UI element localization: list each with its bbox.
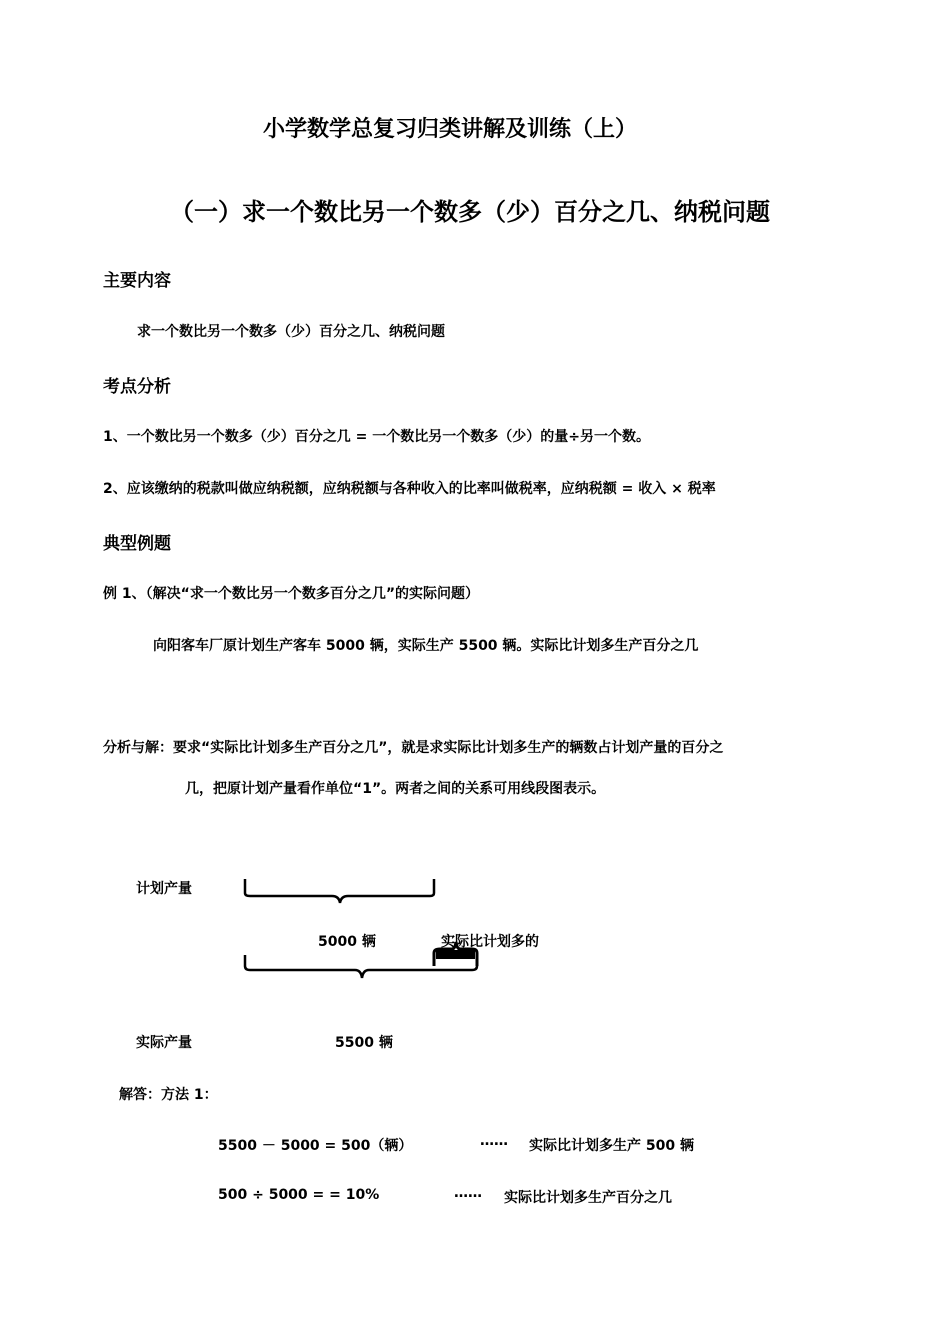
calc-line-2-note: 实际比计划多生产百分之几: [504, 1190, 672, 1206]
example-1-title: 例 1、（解决“求一个数比另一个数多百分之几”的实际问题）: [103, 586, 480, 602]
example-1-problem: 向阳客车厂原计划生产客车 5000 辆，实际生产 5500 辆。实际比计划多生产百分之几: [153, 638, 699, 654]
section-heading-examples: 典型例题: [103, 534, 171, 554]
document-subtitle: （一）求一个数比另一个数多（少）百分之几、纳税问题: [170, 198, 770, 226]
diagram-plan-value: 5000 辆: [318, 934, 376, 950]
calc-line-1-dots: ……: [480, 1133, 508, 1149]
extra-brace-fill: [436, 950, 475, 959]
calc-line-1-note: 实际比计划多生产 500 辆: [529, 1138, 694, 1154]
plan-brace: [245, 879, 434, 903]
diagram-extra-label: 实际比计划多的: [441, 934, 539, 950]
calc-line-1: 5500 － 5000 = 500（辆）: [218, 1138, 413, 1154]
section-heading-main-content: 主要内容: [103, 271, 171, 291]
diagram-actual-value: 5500 辆: [335, 1035, 393, 1051]
diagram-plan-label: 计划产量: [136, 881, 192, 897]
analysis-line-2: 几，把原计划产量看作单位“1”。两者之间的关系可用线段图表示。: [185, 781, 606, 797]
key-point-1: 1、一个数比另一个数多（少）百分之几 = 一个数比另一个数多（少）的量÷另一个数。: [103, 429, 650, 445]
document-title: 小学数学总复习归类讲解及训练（上）: [263, 117, 638, 142]
diagram-actual-label: 实际产量: [136, 1035, 192, 1051]
section-heading-key-points: 考点分析: [103, 377, 171, 397]
answer-heading: 解答：方法 1：: [119, 1087, 218, 1103]
main-content-text: 求一个数比另一个数多（少）百分之几、纳税问题: [137, 324, 445, 340]
actual-brace: [245, 955, 477, 978]
analysis-line-1: 分析与解：要求“实际比计划多生产百分之几”，就是求实际比计划多生产的辆数占计划产量的百分之: [103, 740, 724, 756]
calc-line-2-dots: ……: [454, 1185, 482, 1201]
key-point-2: 2、应该缴纳的税款叫做应纳税额，应纳税额与各种收入的比率叫做税率，应纳税额 = 收入 × 税率: [103, 481, 716, 497]
calc-line-2: 500 ÷ 5000 = = 10%: [218, 1187, 380, 1203]
